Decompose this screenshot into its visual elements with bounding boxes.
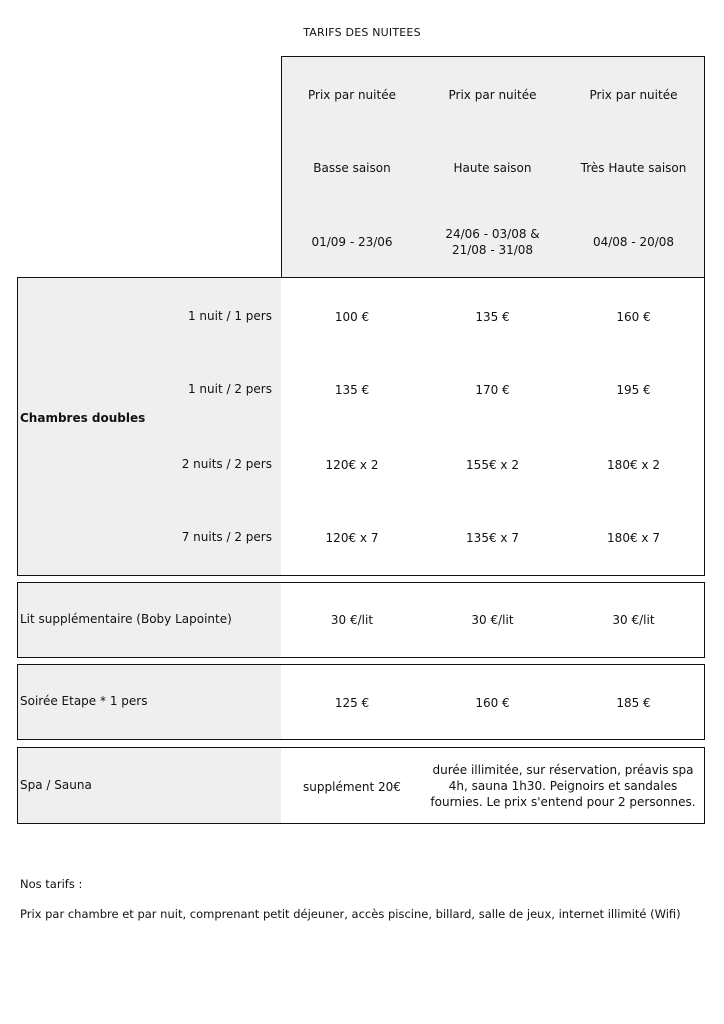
price-cell: 185 € — [616, 696, 651, 710]
price-cell: 180€ x 7 — [607, 531, 660, 545]
notes-text: Prix par chambre et par nuit, comprenant petit déjeuner, accès piscine, billard, salle de jeux, internet illimité (Wifi) — [20, 907, 681, 921]
soiree-label: Soirée Etape * 1 pers — [20, 694, 148, 708]
col2-season: Haute saison — [453, 161, 532, 175]
col2-label: Prix par nuitée — [448, 88, 537, 102]
price-cell: 120€ x 2 — [325, 458, 379, 472]
page-title: TARIFS DES NUITEES — [303, 26, 421, 39]
row-label: 2 nuits / 2 pers — [181, 457, 272, 471]
price-cell: 120€ x 7 — [325, 531, 379, 545]
price-cell: 135 € — [334, 383, 370, 397]
col2-dates: 24/06 - 03/08 & 21/08 - 31/08 — [445, 227, 540, 257]
price-cell: 170 € — [475, 383, 510, 397]
lit-label: Lit supplémentaire (Boby Lapointe) — [20, 612, 232, 626]
price-cell: 30 €/lit — [471, 613, 514, 627]
price-cell: 160 € — [475, 696, 510, 710]
price-cell: 160 € — [616, 310, 651, 324]
price-cell: 180€ x 2 — [607, 458, 660, 472]
col3-label: Prix par nuitée — [589, 88, 678, 102]
price-cell: 125 € — [334, 696, 370, 710]
price-cell: 30 €/lit — [612, 613, 655, 627]
price-cell: 135€ x 7 — [466, 531, 519, 545]
chambres-doubles-label: Chambres doubles — [20, 411, 146, 425]
col1-season: Basse saison — [313, 161, 391, 175]
row-label: 7 nuits / 2 pers — [181, 530, 272, 544]
spa-label: Spa / Sauna — [20, 778, 92, 792]
row-label: 1 nuit / 1 pers — [187, 309, 272, 323]
col3-season: Très Haute saison — [580, 161, 687, 175]
spa-description: durée illimitée, sur réservation, préavis spa 4h, sauna 1h30. Peignoirs et sandales fournies. Le prix s'entend pour 2 personnes. — [430, 763, 696, 809]
price-cell: 135 € — [475, 310, 510, 324]
price-cell: 30 €/lit — [330, 613, 374, 627]
price-cell: 100 € — [334, 310, 370, 324]
notes-heading: Nos tarifs : — [20, 877, 83, 891]
price-cell: 195 € — [616, 383, 651, 397]
col1-label: Prix par nuitée — [308, 88, 396, 102]
row-label: 1 nuit / 2 pers — [187, 382, 272, 396]
price-cell: 155€ x 2 — [466, 458, 519, 472]
col1-dates: 01/09 - 23/06 — [311, 235, 393, 249]
spa-price: supplément 20€ — [303, 780, 401, 794]
col3-dates: 04/08 - 20/08 — [592, 235, 675, 249]
